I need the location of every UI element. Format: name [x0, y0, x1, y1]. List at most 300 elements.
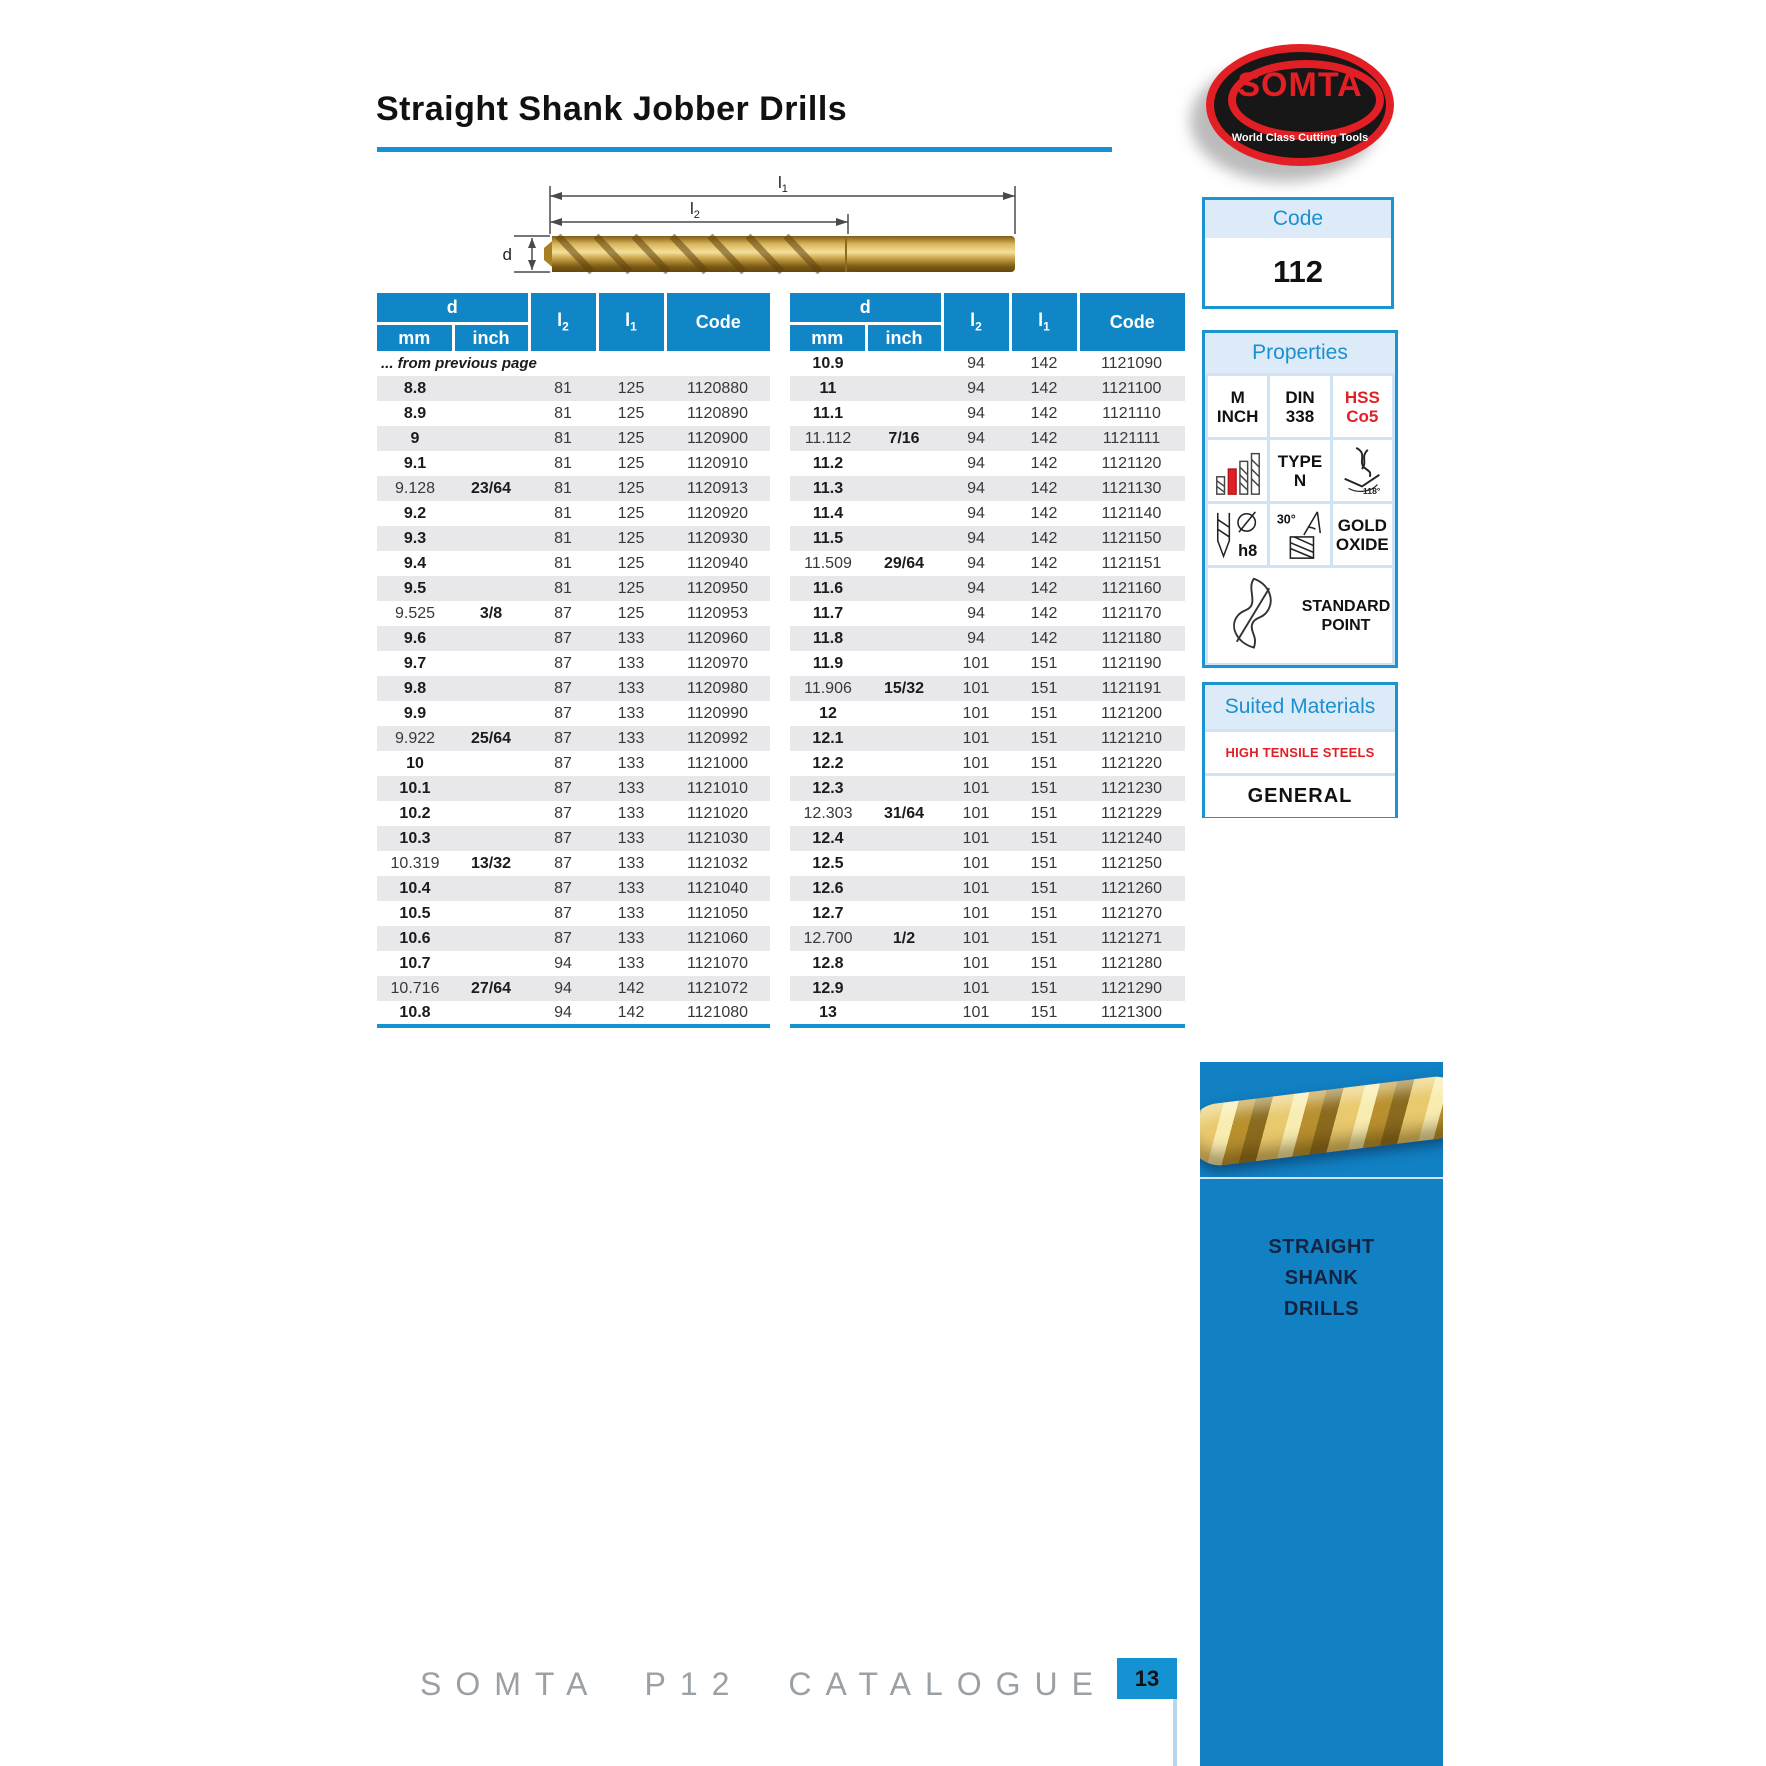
cell-inch — [453, 451, 529, 476]
cell-mm: 12.6 — [812, 879, 844, 897]
cell-code: 1120970 — [686, 654, 749, 672]
cell-inch: 1/2 — [892, 929, 916, 947]
cell-mm: 12.700 — [803, 929, 853, 947]
cell-l2: 101 — [962, 804, 990, 822]
cell-l2: 101 — [962, 1003, 990, 1021]
cell-code: 1121111 — [1102, 429, 1161, 447]
table-row — [377, 376, 770, 401]
cell-l1: 151 — [1030, 754, 1058, 772]
cell-l2: 101 — [962, 679, 990, 697]
cell-l2: 94 — [967, 504, 985, 522]
cell-l2: 81 — [554, 479, 572, 497]
cell-l2: 81 — [554, 404, 572, 422]
table-row — [790, 876, 1185, 901]
table-row — [790, 701, 1185, 726]
table-row — [377, 976, 770, 1001]
cell-inch — [866, 451, 942, 476]
property-standard-point — [1208, 568, 1392, 663]
table-row — [790, 476, 1185, 501]
table-row — [377, 576, 770, 601]
cell-code: 1120953 — [686, 604, 749, 622]
cell-l1: 133 — [617, 954, 645, 972]
table-row — [377, 826, 770, 851]
cell-inch — [866, 976, 942, 1001]
cell-inch — [453, 576, 529, 601]
cell-l1: 151 — [1030, 679, 1058, 697]
cell-mm: 9.1 — [403, 454, 427, 472]
cell-inch: 29/64 — [883, 554, 925, 572]
cell-l1: 142 — [617, 1003, 645, 1021]
cell-l2: 87 — [554, 754, 572, 772]
cell-inch — [453, 901, 529, 926]
table-row — [790, 951, 1185, 976]
cell-mm: 11.7 — [812, 604, 844, 622]
cell-code: 1121110 — [1102, 404, 1161, 422]
cell-mm: 9 — [410, 429, 420, 447]
cell-code: 1120910 — [686, 454, 749, 472]
cell-l1: 151 — [1030, 779, 1058, 797]
table-row — [377, 676, 770, 701]
cell-mm: 10.4 — [399, 879, 431, 897]
cell-l2: 101 — [962, 954, 990, 972]
title-underline — [377, 147, 1112, 152]
cell-inch — [453, 801, 529, 826]
cell-mm: 12.2 — [812, 754, 844, 772]
cell-l1: 133 — [617, 829, 645, 847]
property-point-angle — [1333, 440, 1392, 501]
table-row — [790, 426, 1185, 451]
table-row — [790, 976, 1185, 1001]
cell-l1: 142 — [1030, 579, 1058, 597]
table-row — [377, 951, 770, 976]
cell-inch: 15/32 — [883, 679, 925, 697]
cell-code: 1121080 — [686, 1003, 749, 1021]
cell-inch: 25/64 — [470, 729, 512, 747]
cell-mm: 12.3 — [812, 779, 844, 797]
cell-l2: 94 — [967, 379, 985, 397]
cell-l2: 87 — [554, 804, 572, 822]
cell-mm: 11.906 — [804, 679, 852, 697]
cell-mm: 9.9 — [403, 704, 427, 722]
col-header-inch: inch — [866, 324, 942, 352]
cell-mm: 12.9 — [812, 979, 844, 997]
cell-l1: 125 — [617, 404, 645, 422]
standard-point-icon — [1210, 573, 1296, 659]
table-row — [790, 451, 1185, 476]
cell-l1: 133 — [617, 879, 645, 897]
cell-inch: 27/64 — [470, 979, 512, 997]
cell-l2: 81 — [554, 379, 572, 397]
col-header-code: Code — [1078, 293, 1185, 351]
cell-inch — [866, 701, 942, 726]
cell-l2: 101 — [962, 779, 990, 797]
cell-l2: 94 — [554, 1003, 572, 1021]
cell-l2: 94 — [967, 579, 985, 597]
cell-l1: 133 — [617, 804, 645, 822]
cell-l1: 133 — [617, 654, 645, 672]
cell-code: 1121160 — [1101, 579, 1162, 597]
cell-mm: 12 — [819, 704, 837, 722]
cell-mm: 9.525 — [394, 604, 436, 622]
cell-inch — [866, 776, 942, 801]
cell-l2: 94 — [554, 954, 572, 972]
cell-l1: 142 — [1030, 354, 1058, 372]
cell-mm: 11 — [819, 379, 837, 397]
table-row — [377, 501, 770, 526]
cell-l1: 151 — [1030, 929, 1058, 947]
cell-code: 1121280 — [1100, 954, 1163, 972]
cell-inch — [453, 426, 529, 451]
table-row — [790, 751, 1185, 776]
table-row — [377, 601, 770, 626]
cell-code: 1121220 — [1100, 754, 1163, 772]
cell-l2: 101 — [962, 879, 990, 897]
cell-l2: 87 — [554, 729, 572, 747]
cell-l1: 151 — [1030, 954, 1058, 972]
cell-code: 1121300 — [1100, 1003, 1163, 1021]
cell-code: 1121090 — [1100, 354, 1163, 372]
cell-code: 1121229 — [1100, 804, 1163, 822]
cell-l1: 151 — [1030, 1003, 1058, 1021]
cell-inch — [866, 351, 942, 376]
cell-l1: 142 — [1030, 604, 1058, 622]
cell-code: 1120940 — [686, 554, 749, 572]
cell-l1: 151 — [1030, 979, 1058, 997]
cell-mm: 11.2 — [812, 454, 844, 472]
cell-inch — [453, 926, 529, 951]
cell-inch: 3/8 — [479, 604, 503, 622]
cell-l1: 151 — [1030, 654, 1058, 672]
cell-inch — [866, 951, 942, 976]
cell-inch — [866, 526, 942, 551]
suited-materials-box — [1202, 682, 1398, 818]
drill-illustration — [544, 236, 1015, 272]
logo-wordmark: SOMTA — [1237, 66, 1363, 104]
cell-l2: 87 — [554, 629, 572, 647]
label-l2: $l_2$ — [690, 199, 700, 221]
cell-inch — [453, 776, 529, 801]
cell-mm: 12.4 — [812, 829, 844, 847]
cell-l2: 81 — [554, 504, 572, 522]
property-size-range — [1208, 440, 1267, 501]
property-gold-oxide: GOLD OXIDE — [1333, 504, 1392, 565]
cell-inch — [866, 826, 942, 851]
table-row — [377, 401, 770, 426]
col-header-mm: mm — [377, 324, 453, 352]
cell-inch — [866, 626, 942, 651]
property-din-338: DIN 338 — [1270, 376, 1329, 437]
cell-inch — [866, 576, 942, 601]
cell-mm: 13 — [819, 1003, 837, 1021]
continuation-note: ... from previous page — [381, 355, 537, 372]
cell-inch — [866, 1001, 942, 1026]
cell-inch — [453, 676, 529, 701]
cell-l2: 94 — [967, 479, 985, 497]
cell-inch — [453, 876, 529, 901]
col-header-l2: $l_2$ — [942, 293, 1010, 351]
cell-mm: 10.2 — [399, 804, 431, 822]
drill-table-right — [790, 293, 1185, 1028]
cell-l1: 142 — [617, 979, 645, 997]
table-row — [790, 526, 1185, 551]
cell-l2: 87 — [554, 654, 572, 672]
helix-angle-icon — [1273, 508, 1327, 562]
cell-code: 1120920 — [686, 504, 749, 522]
somta-logo — [1206, 44, 1394, 166]
col-header-l1: $l_1$ — [1010, 293, 1078, 351]
cell-l1: 133 — [617, 704, 645, 722]
cell-l2: 87 — [554, 854, 572, 872]
table-row — [790, 376, 1185, 401]
logo-tagline: World Class Cutting Tools — [1231, 132, 1369, 144]
cell-mm: 10.1 — [399, 779, 431, 797]
cell-mm: 12.5 — [812, 854, 844, 872]
cell-code: 1121271 — [1100, 929, 1163, 947]
cell-l2: 87 — [554, 929, 572, 947]
cell-code: 1121032 — [686, 854, 749, 872]
cell-mm: 9.8 — [403, 679, 427, 697]
gold-drill-image — [1200, 1073, 1443, 1169]
table-row — [790, 626, 1185, 651]
cell-inch — [866, 476, 942, 501]
cell-l1: 151 — [1030, 704, 1058, 722]
cell-inch — [453, 501, 529, 526]
cell-l1: 125 — [617, 379, 645, 397]
property-type-n: TYPE N — [1270, 440, 1329, 501]
cell-inch — [453, 951, 529, 976]
cell-code: 1121120 — [1101, 454, 1162, 472]
cell-inch — [866, 501, 942, 526]
cell-l2: 101 — [962, 979, 990, 997]
cell-code: 1120990 — [686, 704, 749, 722]
table-row — [377, 776, 770, 801]
page-title: Straight Shank Jobber Drills — [376, 90, 848, 128]
page-edge-line — [1173, 1699, 1177, 1766]
cell-inch: 23/64 — [470, 479, 512, 497]
cell-mm: 11.509 — [804, 554, 852, 572]
cell-l1: 133 — [617, 854, 645, 872]
cell-inch: 31/64 — [883, 804, 925, 822]
cell-inch — [453, 1001, 529, 1026]
cell-l1: 142 — [1030, 629, 1058, 647]
table-row — [790, 501, 1185, 526]
drill-table-left — [377, 293, 770, 1028]
cell-mm: 11.3 — [812, 479, 844, 497]
material-high-tensile-steels: HIGH TENSILE STEELS — [1205, 732, 1395, 773]
cell-mm: 10.7 — [399, 954, 431, 972]
cell-mm: 9.6 — [403, 629, 427, 647]
cell-l2: 81 — [554, 529, 572, 547]
cell-inch — [866, 376, 942, 401]
cell-code: 1121130 — [1101, 479, 1162, 497]
cell-l2: 94 — [554, 979, 572, 997]
cell-mm: 10.9 — [812, 354, 844, 372]
table-row — [790, 926, 1185, 951]
cell-mm: 10.6 — [399, 929, 431, 947]
cell-code: 1121210 — [1100, 729, 1163, 747]
table-row — [377, 801, 770, 826]
cell-l1: 151 — [1030, 729, 1058, 747]
properties-box — [1202, 330, 1398, 668]
cell-l1: 142 — [1030, 429, 1058, 447]
cell-mm: 8.8 — [403, 379, 427, 397]
cell-l2: 101 — [962, 929, 990, 947]
cell-inch — [866, 751, 942, 776]
cell-code: 1121072 — [686, 979, 749, 997]
cell-mm: 10.5 — [399, 904, 431, 922]
cell-l1: 133 — [617, 729, 645, 747]
cell-l2: 87 — [554, 879, 572, 897]
cell-mm: 10.319 — [390, 854, 440, 872]
cell-l2: 81 — [554, 429, 572, 447]
table-row — [377, 651, 770, 676]
cell-inch — [866, 601, 942, 626]
cell-inch — [866, 651, 942, 676]
cell-code: 1120950 — [686, 579, 749, 597]
code-value: 112 — [1205, 241, 1391, 303]
cell-code: 1121020 — [686, 804, 749, 822]
cell-l1: 125 — [617, 554, 645, 572]
cell-code: 1121200 — [1100, 704, 1163, 722]
table-row — [790, 601, 1185, 626]
table-row — [790, 826, 1185, 851]
cell-l2: 87 — [554, 829, 572, 847]
cell-inch — [453, 826, 529, 851]
cell-l1: 125 — [617, 529, 645, 547]
cell-inch — [866, 726, 942, 751]
cell-l1: 151 — [1030, 854, 1058, 872]
cell-l2: 94 — [967, 554, 985, 572]
cell-mm: 11.5 — [812, 529, 844, 547]
label-l1: $l_1$ — [778, 173, 788, 195]
cell-inch — [453, 651, 529, 676]
table-row — [790, 901, 1185, 926]
cell-l1: 133 — [617, 679, 645, 697]
col-header-code: Code — [665, 293, 770, 351]
cell-l1: 151 — [1030, 829, 1058, 847]
cell-mm: 9.4 — [403, 554, 427, 572]
table-row — [377, 876, 770, 901]
cell-l2: 94 — [967, 529, 985, 547]
table-row — [790, 401, 1185, 426]
shank-tolerance-icon — [1211, 508, 1265, 562]
cell-l2: 81 — [554, 454, 572, 472]
cell-code: 1121151 — [1101, 554, 1162, 572]
table-row — [790, 651, 1185, 676]
cell-mm: 12.303 — [803, 804, 853, 822]
cell-mm: 9.7 — [403, 654, 427, 672]
cell-code: 1121260 — [1100, 879, 1163, 897]
col-header-mm: mm — [790, 324, 866, 352]
col-header-inch: inch — [453, 324, 529, 352]
table-row — [790, 776, 1185, 801]
cell-mm: 11.8 — [812, 629, 844, 647]
table-row — [377, 751, 770, 776]
table-row — [790, 351, 1185, 376]
drill-photo — [1200, 1062, 1443, 1179]
continuation-note-row — [377, 351, 770, 376]
cell-l2: 101 — [962, 654, 990, 672]
col-header-l2: $l_2$ — [529, 293, 597, 351]
cell-l2: 101 — [962, 829, 990, 847]
table-row — [377, 551, 770, 576]
cell-inch — [866, 901, 942, 926]
cell-inch — [866, 851, 942, 876]
cell-code: 1121010 — [686, 779, 749, 797]
cell-l2: 101 — [962, 704, 990, 722]
cell-mm: 12.8 — [812, 954, 844, 972]
cell-code: 1121140 — [1101, 504, 1162, 522]
cell-code: 1120930 — [686, 529, 749, 547]
cell-inch — [866, 401, 942, 426]
cell-l2: 101 — [962, 754, 990, 772]
table-row — [377, 701, 770, 726]
cell-l2: 94 — [967, 629, 985, 647]
cell-mm: 9.128 — [394, 479, 436, 497]
cell-l1: 125 — [617, 429, 645, 447]
cell-inch: 13/32 — [470, 854, 512, 872]
cell-code: 1121180 — [1101, 629, 1162, 647]
cell-code: 1121030 — [686, 829, 749, 847]
cell-code: 1121100 — [1101, 379, 1162, 397]
cell-code: 1121230 — [1100, 779, 1163, 797]
cell-inch — [453, 551, 529, 576]
svg-text:118°: 118° — [1363, 485, 1381, 496]
cell-l2: 94 — [967, 429, 985, 447]
cell-mm: 11.6 — [812, 579, 844, 597]
cell-l1: 133 — [617, 754, 645, 772]
cell-l1: 151 — [1030, 879, 1058, 897]
table-row — [377, 1001, 770, 1026]
drill-size-range-icon — [1211, 444, 1265, 498]
cell-l1: 133 — [617, 629, 645, 647]
cell-inch: 7/16 — [888, 429, 920, 447]
cell-mm: 10.716 — [390, 979, 440, 997]
cell-code: 1121060 — [686, 929, 749, 947]
cell-l2: 94 — [967, 454, 985, 472]
col-header-l1: $l_1$ — [597, 293, 665, 351]
cell-mm: 12.7 — [812, 904, 844, 922]
cell-l2: 81 — [554, 554, 572, 572]
table-row — [377, 926, 770, 951]
table-row — [377, 726, 770, 751]
cell-l2: 94 — [967, 604, 985, 622]
cell-l2: 101 — [962, 904, 990, 922]
cell-l1: 151 — [1030, 904, 1058, 922]
table-row — [377, 526, 770, 551]
table-row — [790, 576, 1185, 601]
cell-l2: 81 — [554, 579, 572, 597]
cell-code: 1120980 — [686, 679, 749, 697]
cell-code: 1121040 — [686, 879, 749, 897]
code-box — [1202, 197, 1394, 309]
cell-l1: 142 — [1030, 379, 1058, 397]
cell-mm: 9.922 — [394, 729, 436, 747]
cell-inch — [866, 876, 942, 901]
point-angle-icon — [1335, 444, 1389, 498]
cell-l1: 125 — [617, 579, 645, 597]
cell-inch — [453, 626, 529, 651]
table-row — [377, 851, 770, 876]
cell-code: 1120880 — [686, 379, 749, 397]
cell-l2: 87 — [554, 604, 572, 622]
cell-l1: 142 — [1030, 479, 1058, 497]
cell-code: 1121191 — [1101, 679, 1162, 697]
cell-code: 1121240 — [1100, 829, 1163, 847]
cell-l1: 151 — [1030, 804, 1058, 822]
cell-l1: 125 — [617, 504, 645, 522]
cell-l2: 101 — [962, 854, 990, 872]
